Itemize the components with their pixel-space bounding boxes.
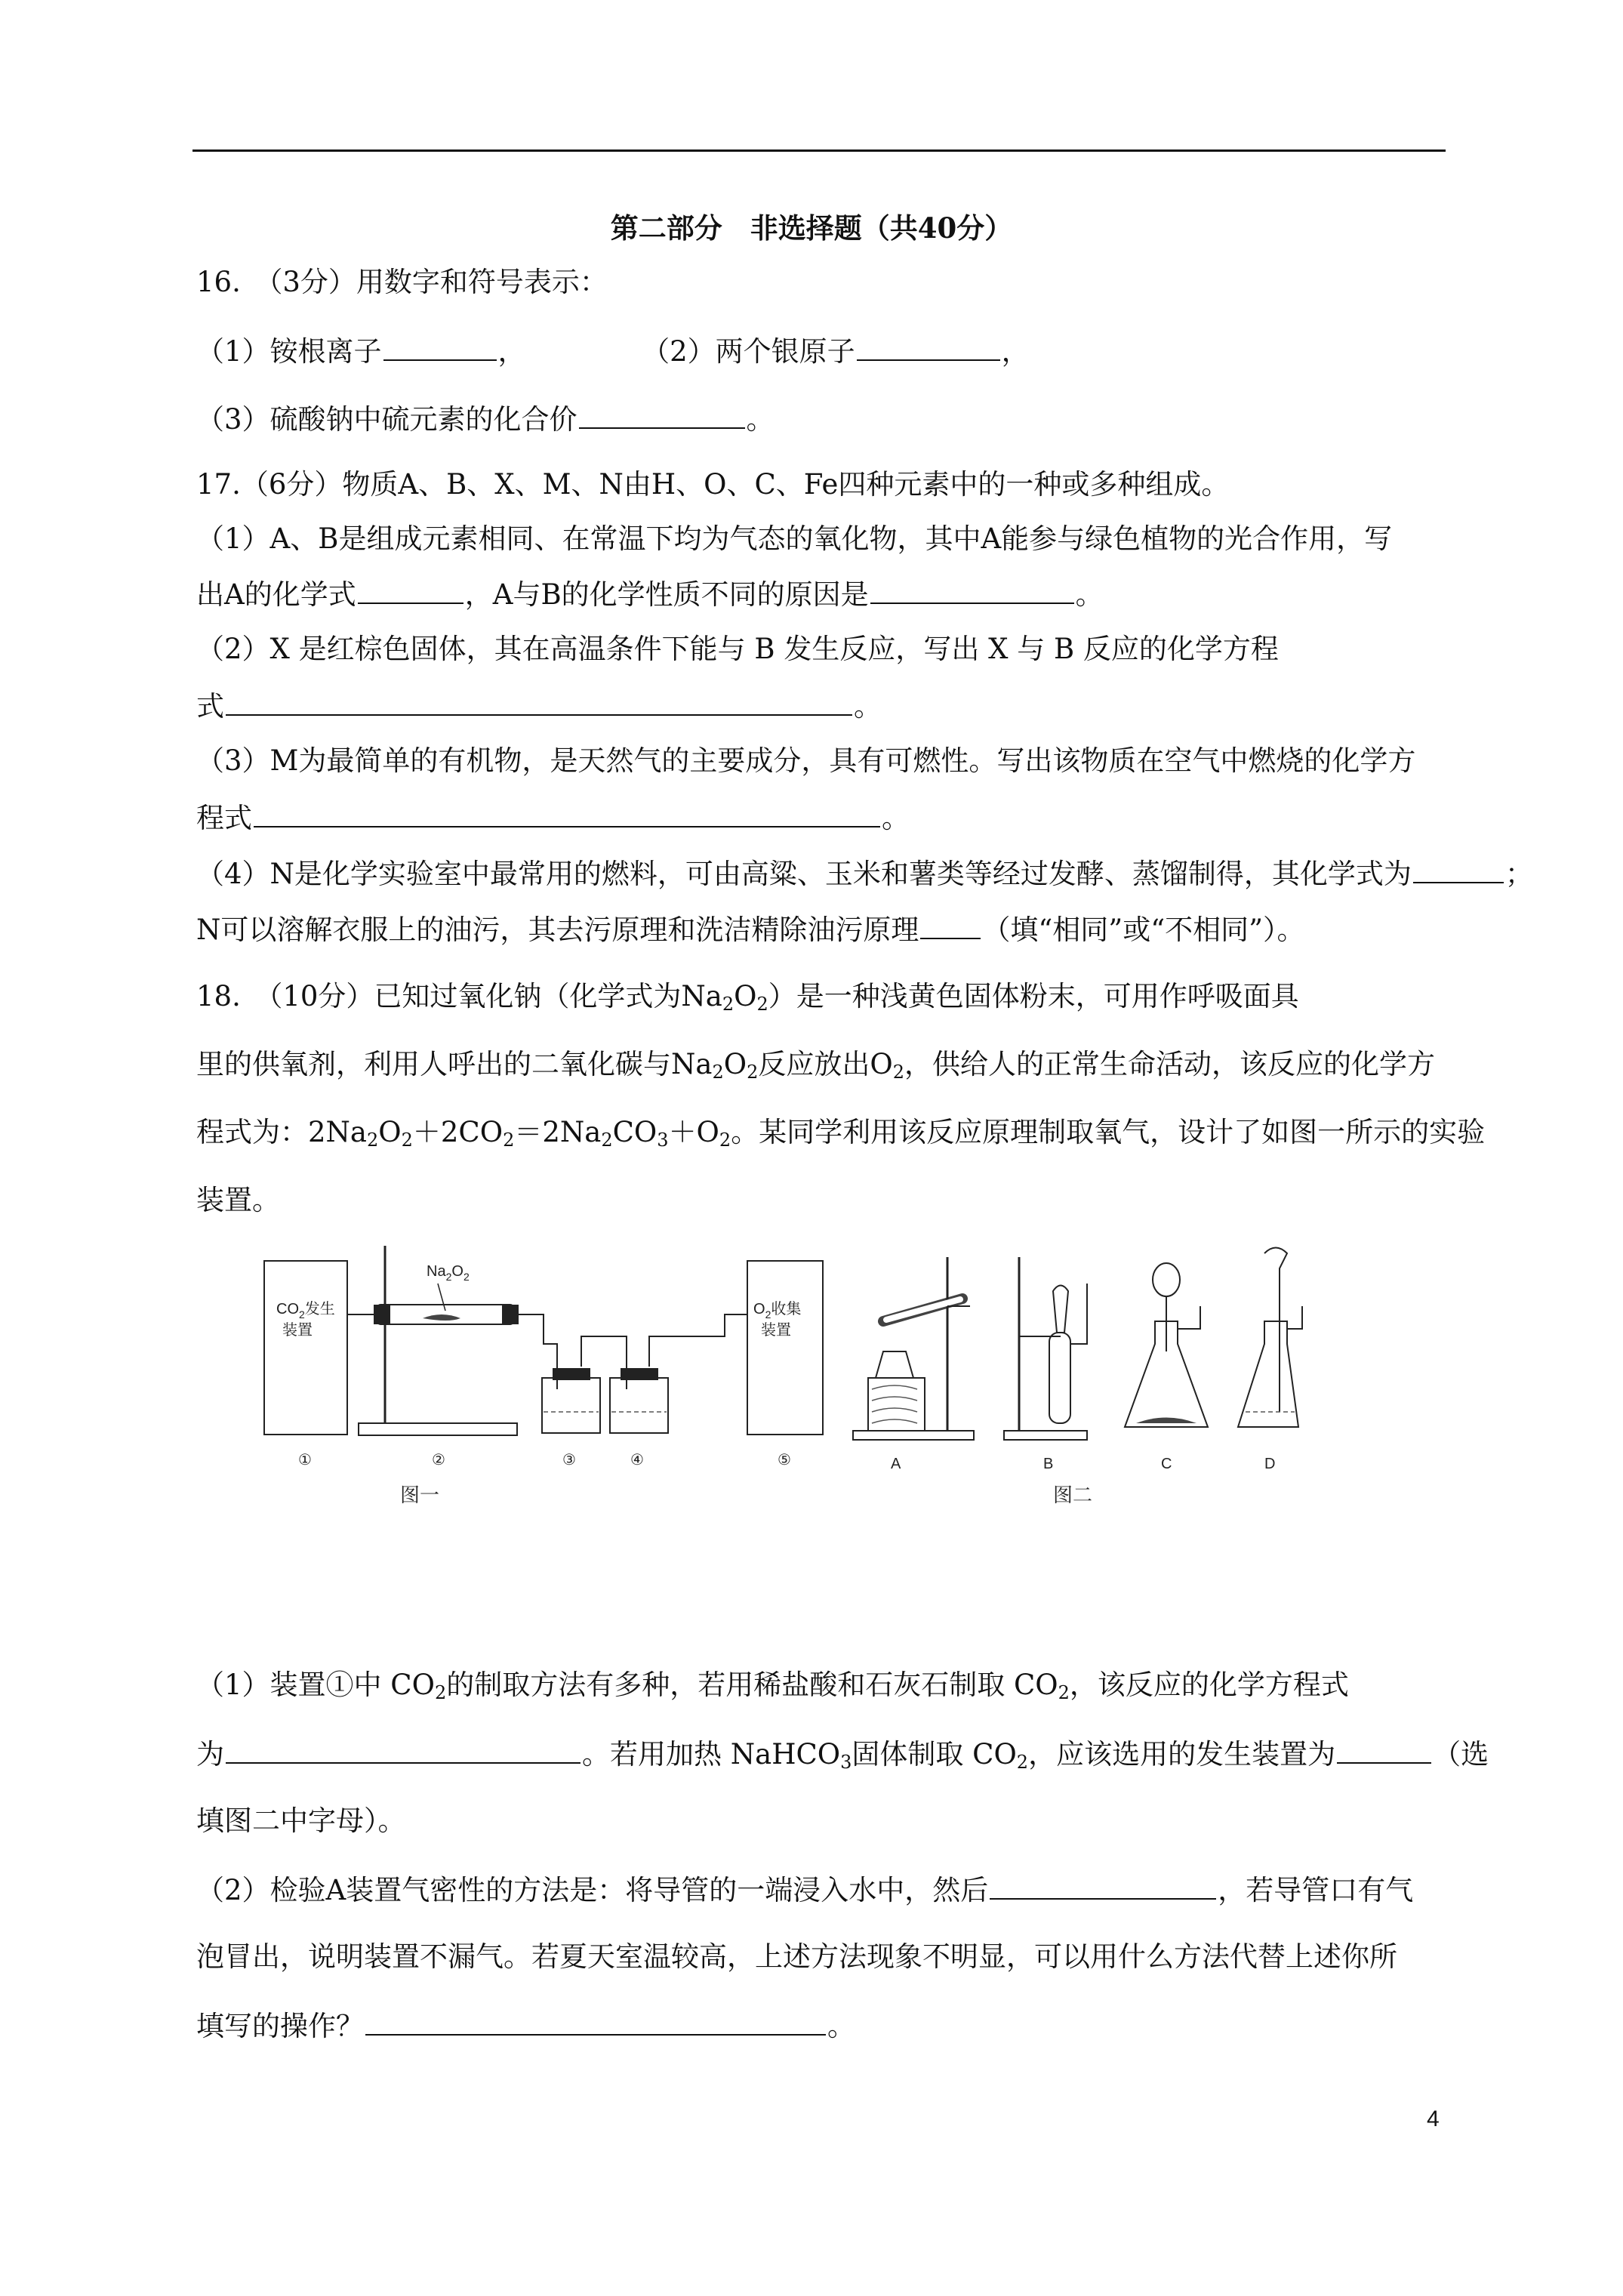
q18-s1-line1: （1）装置①中 $CO_2$的制取方法有多种，若用稀盐酸和石灰石制取 $CO_2$，该反应的化学方程式 [196, 1669, 1349, 1703]
figure-1-caption: 图一 [400, 1484, 440, 1506]
header-rule [192, 149, 1446, 152]
answer-blank[interactable] [1337, 1735, 1431, 1764]
answer-blank[interactable] [857, 332, 1000, 361]
figure-2-apparatus [845, 1238, 1306, 1487]
svg-text:O2收集: $O_2$收集 [753, 1301, 802, 1321]
funnel-b [1053, 1286, 1068, 1333]
q17-p2-line1: （2）X 是红棕色固体，其在高温条件下能与 B 发生反应，写出 X 与 B 反应的化学方程 [196, 633, 1279, 665]
q18-line2: 里的供氧剂，利用人呼出的二氧化碳与$Na_2O_2$反应放出$O_2$，供给人的正常生命活动，该反应的化学方 [196, 1048, 1435, 1083]
page-number: 4 [1427, 2106, 1440, 2131]
wash-bottle-4 [610, 1378, 668, 1433]
q18-line3: 程式为：$2Na_2O_2+2CO_2=2Na_2CO_3+O_2$。某同学利用该反应原理制取氧气，设计了如图一所示的实验 [196, 1116, 1486, 1151]
answer-blank[interactable] [1413, 855, 1504, 883]
answer-blank[interactable] [365, 2007, 826, 2036]
q17-p3-line2: 程式 。 [196, 799, 910, 837]
answer-blank[interactable] [920, 911, 981, 939]
label-c: C [1161, 1456, 1172, 1472]
conical-flask-d [1238, 1321, 1298, 1427]
connecting-tube [581, 1336, 627, 1389]
answer-blank[interactable] [990, 1871, 1216, 1900]
bottle-stopper [621, 1368, 658, 1380]
stand-base-a [853, 1431, 974, 1440]
co2-generator-box [264, 1261, 347, 1435]
o2-collector-box [747, 1261, 823, 1435]
label-a: A [891, 1456, 901, 1472]
q17-p4-line2: N可以溶解衣服上的油污，其去污原理和洗洁精除油污原理 （填“相同”或“不相同”）。 [196, 911, 1305, 948]
q18-s2-line1: （2）检验A装置气密性的方法是：将导管的一端浸入水中，然后 ，若导管口有气 [196, 1871, 1413, 1909]
answer-blank[interactable] [226, 687, 852, 716]
answer-blank[interactable] [254, 799, 880, 827]
section-title: 第二部分 非选择题（共40分） [610, 211, 1013, 245]
iron-stand-base [359, 1423, 517, 1435]
label-5: ⑤ [778, 1452, 791, 1469]
q17-p2-line2: 式 。 [196, 687, 882, 725]
q17-p3-line1: （3）M为最简单的有机物，是天然气的主要成分，具有可燃性。写出该物质在空气中燃烧的化学方 [196, 744, 1416, 777]
figure-1-apparatus [257, 1238, 830, 1487]
long-neck-funnel [1264, 1248, 1287, 1413]
q17-stem: 17.（6分）物质A、B、X、M、N由H、O、C、Fe四种元素中的一种或多种组成。 [196, 468, 1230, 501]
answer-blank[interactable] [579, 400, 745, 429]
q16-p3: （3）硫酸钠中硫元素的化合价 [196, 403, 577, 436]
reaction-tube [377, 1305, 513, 1324]
q16-row1: （1）铵根离子 ， （2）两个银原子 ， [196, 332, 1030, 370]
svg-text:CO2发生: $CO_2$发生 [276, 1301, 335, 1321]
test-tube-b [1049, 1333, 1070, 1423]
bottle-stopper [553, 1368, 590, 1380]
label-3: ③ [562, 1452, 576, 1469]
stopper-right [502, 1305, 519, 1324]
figure-2-caption: 图二 [1053, 1484, 1093, 1506]
q16-stem: 16. （3分）用数字和符号表示： [196, 266, 608, 298]
connecting-tube [649, 1314, 747, 1367]
alcohol-lamp [876, 1351, 913, 1378]
q17-p1-line2: 出A的化学式 ，A与B的化学性质不同的原因是 。 [196, 575, 1104, 613]
stopper-left [374, 1305, 390, 1324]
answer-blank[interactable] [358, 575, 463, 604]
answer-blank[interactable] [383, 332, 497, 361]
na2o2-powder [423, 1314, 460, 1321]
label-4: ④ [630, 1452, 644, 1469]
wash-bottle-3 [542, 1378, 600, 1433]
label-d: D [1264, 1456, 1276, 1472]
q18-line1: 18. （10分）已知过氧化钠（化学式为$Na_2O_2$）是一种浅黄色固体粉末，可用作呼吸面具 [196, 980, 1299, 1015]
q18-s2-line2: 泡冒出，说明装置不漏气。若夏天室温较高，上述方法现象不明显，可以用什么方法代替上述你所 [196, 1940, 1397, 1973]
answer-blank[interactable] [226, 1735, 581, 1764]
label-b: B [1043, 1456, 1054, 1472]
stand-base-b [1004, 1431, 1087, 1440]
q17-p4-line1: （4）N是化学实验室中最常用的燃料，可由高粱、玉米和薯类等经过发酵、蒸馏制得，其化学式为 ； [196, 855, 1533, 892]
label-1: ① [298, 1452, 312, 1469]
q16-p1: （1）铵根离子 [196, 335, 382, 368]
q18-s1-line3: 填图二中字母）。 [196, 1804, 406, 1837]
svg-text:装置: 装置 [761, 1322, 791, 1339]
q16-row2: （3）硫酸钠中硫元素的化合价 。 [196, 400, 775, 438]
svg-text:装置: 装置 [282, 1322, 313, 1339]
q18-s2-line3: 填写的操作？ 。 [196, 2007, 855, 2045]
label-2: ② [432, 1452, 445, 1469]
pointer-line [438, 1284, 445, 1311]
q18-s1-line2: 为 。若用加热 NaHCO$_3$固体制取 $CO_2$，应该选用的发生装置为 （选 [196, 1735, 1489, 1773]
q17-p1-line1: （1）A、B是组成元素相同、在常温下均为气态的氧化物，其中A能参与绿色植物的光合作用，写 [196, 522, 1393, 555]
separatory-funnel [1153, 1263, 1180, 1296]
answer-blank[interactable] [870, 575, 1074, 604]
svg-text:Na2O2: $Na_2O_2$ [427, 1263, 470, 1283]
q18-line4: 装置。 [196, 1184, 280, 1216]
q16-p2: （2）两个银原子 [642, 335, 855, 368]
